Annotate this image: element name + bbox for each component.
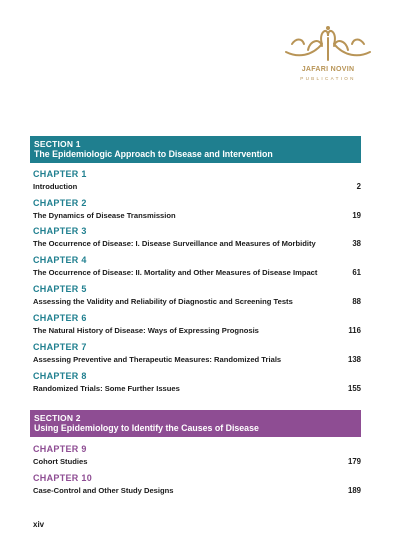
toc-entry-chapter-2[interactable] — [33, 198, 361, 221]
section-label: SECTION 2 — [34, 413, 81, 423]
chapter-page: 179 — [347, 457, 361, 466]
chapter-page: 19 — [352, 211, 361, 220]
publisher-name: JAFARI NOVIN — [301, 66, 355, 73]
chapter-number: CHAPTER 8 — [33, 371, 87, 381]
chapter-number: CHAPTER 6 — [33, 313, 87, 323]
chapter-title: The Occurrence of Disease: II. Mortality and Other Measures of Disease Impact — [33, 268, 318, 277]
chapter-title: Assessing Preventive and Therapeutic Measures: Randomized Trials — [33, 355, 282, 364]
chapter-number: CHAPTER 5 — [33, 284, 87, 294]
chapter-number: CHAPTER 1 — [33, 169, 87, 179]
toc-entry-chapter-10[interactable] — [33, 473, 361, 496]
chapter-title: The Natural History of Disease: Ways of Expressing Prognosis — [33, 326, 259, 335]
chapter-number: CHAPTER 2 — [33, 198, 87, 208]
section-title: The Epidemiologic Approach to Disease and Intervention — [34, 149, 273, 159]
section-2-header — [30, 410, 361, 437]
publisher-tagline: PUBLICATION — [300, 76, 356, 81]
publisher-logo — [278, 22, 378, 97]
chapter-page: 61 — [352, 268, 361, 277]
chapter-page: 38 — [352, 239, 361, 248]
chapter-number: CHAPTER 9 — [33, 444, 87, 454]
toc-entry-chapter-8[interactable] — [33, 371, 361, 394]
page-folio: xiv — [33, 520, 45, 529]
chapter-number: CHAPTER 10 — [33, 473, 93, 483]
toc-entry-chapter-7[interactable] — [33, 342, 361, 365]
chapter-number: CHAPTER 4 — [33, 255, 87, 265]
chapter-title: The Dynamics of Disease Transmission — [33, 211, 176, 220]
toc-entry-chapter-3[interactable] — [33, 226, 361, 249]
section-1-header — [30, 136, 361, 163]
toc-entry-chapter-6[interactable] — [33, 313, 361, 336]
toc-entry-chapter-9[interactable] — [33, 444, 361, 467]
toc-entry-chapter-4[interactable] — [33, 255, 361, 278]
chapter-number: CHAPTER 7 — [33, 342, 87, 352]
chapter-title: Randomized Trials: Some Further Issues — [33, 384, 180, 393]
chapter-number: CHAPTER 3 — [33, 226, 87, 236]
chapter-page: 116 — [348, 326, 361, 335]
toc-entry-chapter-1[interactable] — [33, 169, 361, 192]
chapter-title: Cohort Studies — [33, 457, 88, 466]
publisher-emblem-icon — [278, 22, 378, 66]
chapter-page: 138 — [347, 355, 361, 364]
chapter-page: 88 — [352, 297, 361, 306]
toc-entry-chapter-5[interactable] — [33, 284, 361, 307]
chapter-page: 2 — [356, 182, 361, 191]
chapter-title: Introduction — [33, 182, 78, 191]
chapter-title: The Occurrence of Disease: I. Disease Surveillance and Measures of Morbidity — [33, 239, 316, 248]
chapter-title: Case-Control and Other Study Designs — [33, 486, 174, 495]
section-title: Using Epidemiology to Identify the Causes of Disease — [34, 423, 259, 433]
section-label: SECTION 1 — [34, 139, 81, 149]
chapter-title: Assessing the Validity and Reliability of Diagnostic and Screening Tests — [33, 297, 293, 306]
chapter-page: 155 — [347, 384, 361, 393]
chapter-page: 189 — [347, 486, 361, 495]
